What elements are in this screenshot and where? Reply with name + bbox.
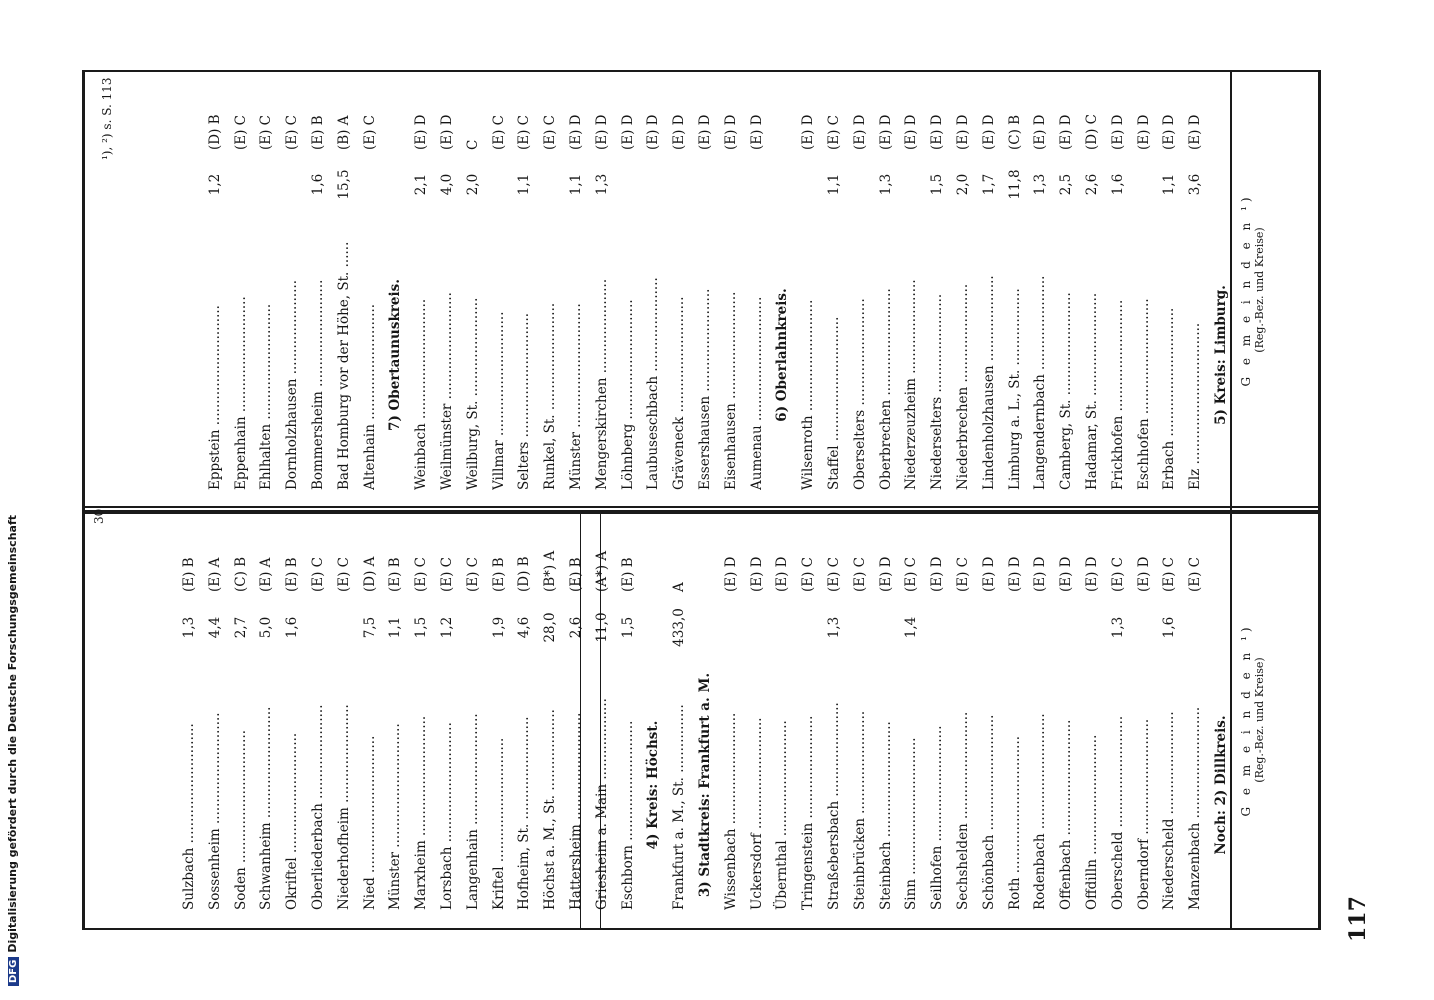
einwohner-value: 11,8 [1006, 169, 1023, 200]
ortsklasse-value: (E) D [568, 114, 584, 150]
table-row [1004, 520, 1026, 910]
ortsklasse-value: (E) C [1109, 556, 1126, 592]
ortsklasse-value: (E) C [413, 556, 430, 592]
table-row [1055, 80, 1077, 490]
table-row [1081, 520, 1103, 910]
table-row [952, 80, 974, 490]
table-row [1158, 80, 1180, 490]
table-row [668, 520, 690, 910]
table-row [797, 80, 819, 490]
einwohner-value: 1,5 [929, 173, 946, 196]
ortsklasse-value: (B) A [335, 115, 352, 150]
einwohner-value: 2,5 [1058, 173, 1075, 196]
ortsklasse-value: (E) B [490, 557, 507, 592]
einwohner-value: 1,4 [903, 616, 920, 639]
gemeinde-name: Bad Homburg vor der Höhe, St. ...... [335, 241, 352, 490]
table-bottom-rule [1318, 70, 1321, 930]
table-row [1004, 80, 1026, 490]
table-row [359, 520, 381, 910]
einwohner-value: 2,6 [568, 616, 584, 639]
ortsklasse-value: (A*) A [593, 550, 610, 592]
ortsklasse-value: (E) D [722, 556, 739, 592]
ortsklasse-value: (E) D [851, 114, 868, 150]
ortsklasse-value: (E) D [748, 114, 765, 150]
gemeinde-name: Soden ............................... [232, 729, 249, 910]
gemeinde-name: Langendernbach ...................... [1032, 275, 1049, 490]
gemeinde-name: Selters ............................. [516, 312, 533, 490]
ortsklasse-value: (E) D [955, 114, 971, 150]
einwohner-value: 2,7 [232, 616, 249, 639]
middle-double-rule [82, 510, 1320, 514]
gemeinde-name: Oberscheld .......................... [1109, 715, 1126, 910]
gemeinde-name: Löhnberg ............................ [619, 299, 636, 490]
section-heading: 6) Oberlahnkreis. [774, 288, 791, 422]
table-row [281, 80, 303, 490]
einwohner-value: 1,1 [826, 173, 842, 196]
table-top-rule [82, 70, 85, 930]
table-row [307, 520, 329, 910]
ortsklasse-value: (E) D [1084, 556, 1100, 592]
einwohner-value: 2,6 [1084, 173, 1100, 196]
table-row [978, 520, 1000, 910]
gemeinde-name: Sechshelden ......................... [955, 711, 971, 910]
table-row [591, 520, 613, 910]
gemeinde-name: Sossenheim .......................... [206, 712, 223, 910]
section-heading-row [694, 520, 716, 910]
section-heading-row [1210, 80, 1232, 490]
table-row [771, 520, 793, 910]
gemeinde-name: Sinn ................................ [903, 737, 920, 910]
einwohner-value: 1,6 [1161, 616, 1178, 639]
ortsklasse-value: (E) D [980, 114, 997, 150]
table-row [565, 80, 587, 490]
ortsklasse-value: (E) D [413, 114, 430, 150]
gemeinde-name: Dornholzhausen ...................... [284, 279, 301, 490]
ortsklasse-value: (E) D [1058, 556, 1075, 592]
table-row [462, 520, 484, 910]
table-row [1107, 80, 1129, 490]
ortsklasse-value: (E) D [800, 114, 817, 150]
gemeinde-name: Oberbrechen ......................... [877, 288, 894, 490]
table-left-rule [82, 928, 1320, 930]
middle-double-rule-2 [82, 506, 1320, 508]
ortsklasse-value: (D) B [206, 114, 223, 150]
ortsklasse-value: (D) B [516, 556, 533, 592]
ortsklasse-value: (E) D [1109, 114, 1126, 150]
ortsklasse-value: (E) B [619, 557, 636, 592]
gemeinde-name: Essershausen ........................ [697, 288, 713, 490]
table-row [539, 520, 561, 910]
gemeinde-name: Langenhain .......................... [464, 713, 481, 910]
left-header-sub: (Reg.-Bez. und Kreise) [1253, 657, 1266, 783]
ortsklasse-value: (E) C [310, 556, 326, 592]
table-row [204, 80, 226, 490]
gemeinde-name: Niederselters ....................... [929, 293, 946, 490]
gemeinde-name: Schwanheim .......................... [258, 706, 275, 910]
table-row [204, 520, 226, 910]
table-row [926, 520, 948, 910]
gemeinde-name: Sulzbach ............................ [181, 723, 197, 910]
ortsklasse-value: (E) D [929, 114, 946, 150]
table-row [746, 520, 768, 910]
gemeinde-name: Eppenhain ........................... [232, 296, 249, 490]
gemeinde-name: Laubuseschbach ...................... [645, 277, 662, 490]
ortsklasse-value: (E) D [929, 556, 946, 592]
section-heading: 3) Stadtkreis: Frankfurt a. M. [697, 672, 713, 898]
ortsklasse-value: (E) C [232, 114, 249, 150]
ortsklasse-value: (E) D [877, 556, 894, 592]
section-heading: Noch: 2) Dillkreis. [1213, 715, 1229, 855]
ortsklasse-value: (E) D [774, 556, 791, 592]
footnote: ¹), ²) s. S. 113 [100, 77, 114, 160]
table-row [978, 80, 1000, 490]
table-row [1133, 520, 1155, 910]
left-header-gemeinden [1240, 530, 1266, 910]
table-row [488, 80, 510, 490]
gemeinde-name: Elz ................................. [1187, 322, 1204, 490]
gemeinde-name: Straßebersbach ...................... [826, 702, 842, 910]
ortsklasse-value: (C) B [232, 556, 249, 592]
ortsklasse-value: (E) D [877, 114, 894, 150]
ortsklasse-value: (E) D [645, 114, 662, 150]
einwohner-value: 3,6 [1187, 173, 1204, 196]
ortsklasse-value: (E) D [1032, 114, 1049, 150]
ortsklasse-value: (E) C [464, 556, 481, 592]
ortsklasse-value: (E) C [542, 114, 559, 150]
ortsklasse-value: (E) C [851, 556, 868, 592]
gemeinde-name: Eppstein ............................ [206, 305, 223, 490]
gemeinde-name: Uckersdorf .......................... [748, 717, 765, 910]
ortsklasse-value: (E) C [903, 556, 920, 592]
gemeinde-name: Eschhofen ........................... [1135, 298, 1152, 490]
einwohner-value: 11,0 [593, 612, 610, 643]
ortsklasse-value: C [464, 139, 481, 150]
gemeinde-name: Weilmünster ......................... [439, 292, 455, 490]
einwohner-value: 5,0 [258, 616, 275, 639]
einwohner-value: 1,2 [439, 616, 455, 639]
table-row [1184, 520, 1206, 910]
table-row [333, 520, 355, 910]
gemeinde-name: Eisenhausen ......................... [722, 291, 739, 490]
ortsklasse-value: (E) D [903, 114, 920, 150]
einwohner-value: 1,5 [619, 616, 636, 639]
ortsklasse-value: (E) C [1161, 556, 1178, 592]
section-heading-row [642, 520, 664, 910]
ortsklasse-value: (E) D [1161, 114, 1178, 150]
ortsklasse-value: (E) C [1187, 556, 1204, 592]
ortsklasse-value: (E) C [335, 556, 352, 592]
ortsklasse-value: (E) B [568, 557, 584, 592]
ortsklasse-value: (E) D [619, 114, 636, 150]
table-row [410, 520, 432, 910]
table-row [926, 80, 948, 490]
table-row [694, 80, 716, 490]
section-heading: 5) Kreis: Limburg. [1213, 285, 1229, 425]
ortsklasse-value: (E) D [1187, 114, 1204, 150]
gemeinde-name: Frankfurt a. M., St. ................ [671, 704, 688, 910]
table-row [178, 520, 200, 910]
gemeinde-name: Limburg a. L., St. .................. [1006, 288, 1023, 490]
gemeinde-name: Bommersheim ......................... [310, 279, 326, 490]
gemeinde-name: Staffel ............................. [826, 316, 842, 490]
table-row [1029, 520, 1051, 910]
table-row [255, 80, 277, 490]
ortsklasse-value: (E) D [593, 114, 610, 150]
ortsklasse-value: (E) D [980, 556, 997, 592]
section-heading-row [1210, 520, 1232, 910]
gemeinde-name: Manzenbach .......................... [1187, 706, 1204, 910]
ortsklasse-value: (E) C [361, 114, 378, 150]
section-heading: 4) Kreis: Höchst. [645, 720, 662, 850]
ortsklasse-value: (E) B [310, 115, 326, 150]
gemeinde-name: Schönbach ........................... [980, 714, 997, 910]
ortsklasse-value: (E) D [671, 114, 688, 150]
einwohner-value: 1,3 [1032, 173, 1049, 196]
gemeinde-name: Oberliederbach ...................... [310, 704, 326, 910]
table-row [1158, 520, 1180, 910]
table-row [333, 80, 355, 490]
table-right-rule [82, 70, 1320, 72]
gemeinde-name: Aumenau ............................. [748, 296, 765, 490]
einwohner-value: 1,3 [877, 173, 894, 196]
gemeinde-name: Roth ................................ [1006, 735, 1023, 910]
ortsklasse-value: (E) C [800, 556, 817, 592]
gemeinde-name: Seilhofen ........................... [929, 725, 946, 910]
table-row [436, 80, 458, 490]
ortsklasse-value: (E) D [748, 556, 765, 592]
table-row [849, 80, 871, 490]
table-row [565, 520, 587, 910]
gemeinde-name: Rodenbach ........................... [1032, 713, 1049, 910]
ortsklasse-value: (E) B [181, 557, 197, 592]
dfg-logo: DFG [8, 957, 19, 986]
ortsklasse-value: (E) C [439, 556, 455, 592]
table-row [900, 520, 922, 910]
stamp-text: Digitalisierung gefördert durch die Deutsche Forschungsgemeinschaft [6, 514, 19, 953]
gemeinde-name: Wissenbach .......................... [722, 712, 739, 910]
gemeinde-name: Eschborn ............................ [619, 720, 636, 910]
right-header-sub: (Reg.-Bez. und Kreise) [1253, 227, 1266, 353]
einwohner-value: 1,3 [181, 616, 197, 639]
ortsklasse-value: (E) A [258, 557, 275, 592]
gemeinde-name: Oberselters ......................... [851, 298, 868, 490]
bottom-number: 30 [92, 508, 106, 524]
gemeinde-name: Lindenholzhausen .................... [980, 275, 997, 490]
einwohner-value: 1,7 [980, 173, 997, 196]
table-row [462, 80, 484, 490]
einwohner-value: 1,6 [284, 616, 301, 639]
ortsklasse-value: (E) C [258, 114, 275, 150]
einwohner-value: 1,1 [1161, 173, 1178, 196]
ortsklasse-value: (E) D [1032, 556, 1049, 592]
einwohner-value: 1,6 [1109, 173, 1126, 196]
gemeinde-name: Münster ............................. [568, 303, 584, 490]
gemeinde-name: Münster ............................. [387, 723, 404, 910]
ortsklasse-value: (E) C [826, 556, 842, 592]
einwohner-value: 7,5 [361, 616, 378, 639]
right-header-title: G e m e i n d e n ¹) [1239, 193, 1253, 387]
table-row [642, 80, 664, 490]
einwohner-value: 1,3 [1109, 616, 1126, 639]
ortsklasse-value: (D) C [1084, 114, 1100, 150]
table-row [823, 520, 845, 910]
ortsklasse-value: (E) D [1135, 114, 1152, 150]
ortsklasse-value: (E) D [722, 114, 739, 150]
table-row [720, 80, 742, 490]
gemeinde-name: Steinbach ........................... [877, 721, 894, 910]
einwohner-value: 1,1 [387, 616, 404, 639]
table-row [823, 80, 845, 490]
einwohner-value: 28,0 [542, 612, 559, 643]
ortsklasse-value: (E) C [516, 114, 533, 150]
gemeinde-name: Hattersheim ......................... [568, 712, 584, 910]
gemeinde-name: Wilsenroth .......................... [800, 299, 817, 490]
gemeinde-name: Mengerskirchen ...................... [593, 278, 610, 490]
table-row [307, 80, 329, 490]
gemeinde-name: Oberndorf ........................... [1135, 718, 1152, 910]
einwohner-value: 1,1 [516, 173, 533, 196]
table-row [746, 80, 768, 490]
ortsklasse-value: (E) C [826, 114, 842, 150]
gemeinde-name: Erbach .............................. [1161, 307, 1178, 490]
table-row [875, 520, 897, 910]
ortsklasse-value: (E) C [490, 114, 507, 150]
table-row [1081, 80, 1103, 490]
ortsklasse-value: (D) A [361, 556, 378, 592]
gemeinde-name: Frickhofen .......................... [1109, 299, 1126, 490]
gemeinde-name: Nied ................................ [361, 735, 378, 910]
table-row [230, 80, 252, 490]
ortsklasse-value: (E) D [1135, 556, 1152, 592]
gemeinde-name: Lorsbach ............................ [439, 722, 455, 910]
gemeinde-name: Griesheim a. Main ................... [593, 698, 610, 910]
einwohner-value: 1,5 [413, 616, 430, 639]
table-row [1133, 80, 1155, 490]
table-row [1055, 520, 1077, 910]
gemeinde-name: Okriftel ............................ [284, 732, 301, 910]
table-row [1184, 80, 1206, 490]
gemeinde-name: Offenbach ........................... [1058, 719, 1075, 910]
page-number: 117 [1345, 896, 1371, 942]
einwohner-value: 4,0 [439, 173, 455, 196]
einwohner-value: 4,4 [206, 616, 223, 639]
table-row [539, 80, 561, 490]
gemeinde-name: Tringenstein ........................ [800, 715, 817, 910]
table-row [384, 520, 406, 910]
digitization-stamp [6, 515, 19, 986]
table-row [436, 520, 458, 910]
table-row [952, 520, 974, 910]
table-row [720, 520, 742, 910]
table-row [410, 80, 432, 490]
einwohner-value: 1,1 [568, 173, 584, 196]
gemeinde-name: Hofheim, St. ........................ [516, 716, 533, 910]
ortsklasse-value: (E) B [284, 557, 301, 592]
gemeinde-name: Altenhain ........................... [361, 303, 378, 490]
table-row [1029, 80, 1051, 490]
ortsklasse-value: (E) C [284, 114, 301, 150]
einwohner-value: 1,9 [490, 616, 507, 639]
einwohner-value: 4,6 [516, 616, 533, 639]
table-row [513, 520, 535, 910]
gemeinde-name: Niederzeuzheim ...................... [903, 279, 920, 490]
gemeinde-name: Kriftel ............................. [490, 737, 507, 910]
ortsklasse-value: (B*) A [542, 550, 559, 592]
einwohner-value: 1,6 [310, 173, 326, 196]
table-row [849, 520, 871, 910]
table-row [900, 80, 922, 490]
ortsklasse-value: (E) D [697, 114, 713, 150]
gemeinde-name: Niederscheld ........................ [1161, 711, 1178, 910]
gemeinde-name: Runkel, St. ......................... [542, 302, 559, 490]
left-header-title: G e m e i n d e n ¹) [1239, 623, 1253, 817]
gemeinde-name: Offdilln ............................ [1084, 734, 1100, 910]
ortsklasse-value: (E) A [206, 557, 223, 592]
table-row [875, 80, 897, 490]
einwohner-value: 2,0 [955, 173, 971, 196]
section-heading: 7) Obertaunuskreis. [387, 279, 404, 431]
gemeinde-name: Villmar ............................. [490, 311, 507, 490]
gemeinde-name: Höchst a. M., St. ................... [542, 709, 559, 910]
table-row [617, 80, 639, 490]
gemeinde-name: Camberg, St. ........................ [1058, 292, 1075, 490]
ortsklasse-value: (E) D [439, 114, 455, 150]
table-row [591, 80, 613, 490]
section-heading-row [384, 80, 406, 490]
table-row [513, 80, 535, 490]
table-row [668, 80, 690, 490]
einwohner-value: 15,5 [335, 169, 352, 200]
table-row [617, 520, 639, 910]
einwohner-value: 2,0 [464, 173, 481, 196]
table-row [281, 520, 303, 910]
gemeinde-name: Hadamar, St. ........................ [1084, 292, 1100, 490]
gemeinde-name: Weilburg, St. ....................... [464, 297, 481, 490]
ortsklasse-value: (C) B [1006, 114, 1023, 150]
einwohner-value: 2,1 [413, 173, 430, 196]
einwohner-value: 433,0 [671, 608, 688, 647]
table-row [255, 520, 277, 910]
gemeinde-name: Steinbrücken ........................ [851, 710, 868, 910]
section-heading-row [771, 80, 793, 490]
gemeinde-name: Ehlhalten ........................... [258, 303, 275, 490]
ortsklasse-value: (E) D [1006, 556, 1023, 592]
table-row [230, 520, 252, 910]
gemeinde-name: Weinbach ............................ [413, 298, 430, 490]
ortsklasse-value: (E) B [387, 557, 404, 592]
gemeinde-name: Niederbrechen ....................... [955, 283, 971, 490]
ortsklasse-value: (E) C [955, 556, 971, 592]
table-row [488, 520, 510, 910]
einwohner-value: 1,3 [826, 616, 842, 639]
ortsklasse-value: (E) D [1058, 114, 1075, 150]
gemeinde-name: Gräveneck ........................... [671, 296, 688, 490]
gemeinde-name: Marxheim ............................ [413, 715, 430, 910]
table-row [797, 520, 819, 910]
table-row [1107, 520, 1129, 910]
einwohner-value: 1,2 [206, 173, 223, 196]
einwohner-value: 1,3 [593, 173, 610, 196]
gemeinde-name: Übernthal ........................... [774, 720, 791, 910]
ortsklasse-value: A [671, 582, 688, 592]
table-row [359, 80, 381, 490]
gemeinde-name: Niederhofheim ....................... [335, 704, 352, 910]
right-header-gemeinden [1240, 90, 1266, 490]
